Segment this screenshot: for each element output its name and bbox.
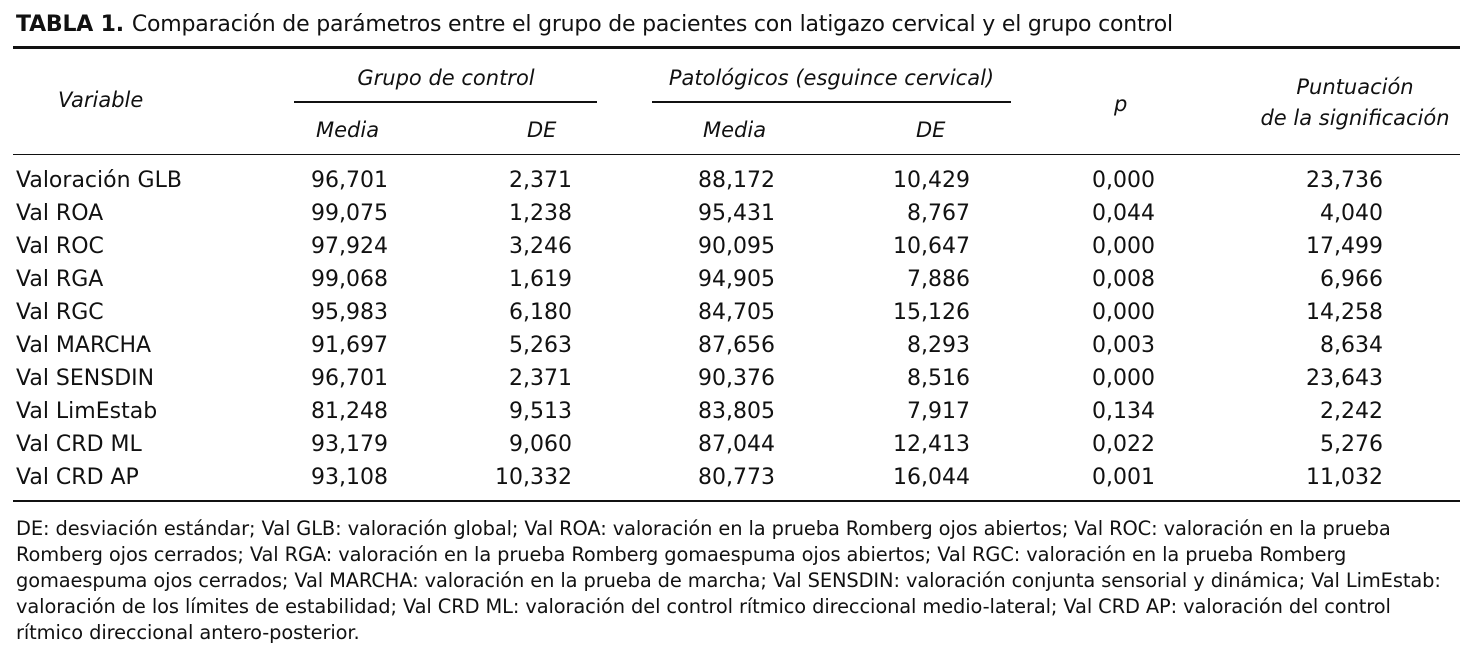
table-row	[0, 267, 1472, 300]
header-pat-de: DE	[916, 118, 946, 142]
cell-variable: Val ROA	[16, 201, 104, 226]
cell-variable: Valoración GLB	[16, 168, 182, 193]
cell-score: 14,258	[1306, 300, 1383, 325]
header-significance-line1: Puntuación	[1296, 75, 1414, 99]
cell-pat-media: 95,431	[698, 201, 775, 226]
cell-pat-media: 90,095	[698, 234, 775, 259]
cell-control-media: 93,108	[311, 465, 388, 490]
cell-control-de: 2,371	[509, 168, 572, 193]
cell-control-de: 10,332	[495, 465, 572, 490]
cell-control-de: 9,060	[509, 432, 572, 457]
cell-p: 0,000	[1092, 234, 1155, 259]
header-control-de: DE	[527, 118, 557, 142]
cell-p: 0,134	[1092, 399, 1155, 424]
header-group-pathological: Patológicos (esguince cervical)	[668, 66, 995, 90]
cell-pat-de: 15,126	[893, 300, 970, 325]
cell-variable: Val RGA	[16, 267, 104, 292]
header-significance	[1255, 72, 1455, 134]
cell-control-de: 1,619	[509, 267, 572, 292]
cell-control-de: 5,263	[509, 333, 572, 358]
cell-score: 6,966	[1320, 267, 1383, 292]
cell-score: 5,276	[1320, 432, 1383, 457]
cell-p: 0,044	[1092, 201, 1155, 226]
cell-score: 11,032	[1306, 465, 1383, 490]
cell-p: 0,008	[1092, 267, 1155, 292]
cell-control-media: 96,701	[311, 366, 388, 391]
table-row	[0, 465, 1472, 498]
cell-p: 0,003	[1092, 333, 1155, 358]
table-label: TABLA 1.	[16, 12, 124, 37]
cell-score: 17,499	[1306, 234, 1383, 259]
cell-pat-media: 84,705	[698, 300, 775, 325]
top-rule	[13, 46, 1460, 49]
cell-pat-de: 10,429	[893, 168, 970, 193]
cell-control-media: 95,983	[311, 300, 388, 325]
cell-pat-de: 7,917	[907, 399, 970, 424]
cell-p: 0,000	[1092, 168, 1155, 193]
cell-control-media: 93,179	[311, 432, 388, 457]
cell-control-de: 9,513	[509, 399, 572, 424]
cell-variable: Val CRD AP	[16, 465, 139, 490]
header-control-media: Media	[316, 118, 380, 142]
table-footnote: DE: desviación estándar; Val GLB: valoración global; Val ROA: valoración en la prueba Romberg ojos abiertos; Val ROC: valoración en la prueba Romberg ojos cerrados; Val RGA: valoración en la prueba Romberg gomaespuma ojos abiertos; Val RGC: valoración en la prueba Romberg gomaespuma ojos cerrados; Val MARCHA: valoración en la prueba de marcha; Val SENSDIN: valoración conjunta sensorial y dinámica; Val LimEstab: valoración de los límites de estabilidad; Val CRD ML: valoración del control rítmico direccional medio-lateral; Val CRD AP: valoración del control rítmico direccional antero-posterior.	[16, 517, 1441, 644]
cell-p: 0,022	[1092, 432, 1155, 457]
cell-pat-de: 8,767	[907, 201, 970, 226]
cell-p: 0,000	[1092, 300, 1155, 325]
cell-variable: Val RGC	[16, 300, 104, 325]
cell-pat-de: 12,413	[893, 432, 970, 457]
group-control-underline	[294, 101, 597, 103]
header-significance-line2: de la significación	[1260, 106, 1450, 130]
cell-control-media: 99,075	[311, 201, 388, 226]
cell-variable: Val ROC	[16, 234, 104, 259]
table-row	[0, 300, 1472, 333]
header-variable: Variable	[58, 88, 144, 112]
cell-pat-media: 87,044	[698, 432, 775, 457]
table-row	[0, 333, 1472, 366]
cell-control-media: 96,701	[311, 168, 388, 193]
cell-pat-de: 10,647	[893, 234, 970, 259]
cell-control-de: 6,180	[509, 300, 572, 325]
header-pat-media: Media	[703, 118, 767, 142]
cell-score: 2,242	[1320, 399, 1383, 424]
table-row	[0, 168, 1472, 201]
cell-pat-media: 94,905	[698, 267, 775, 292]
cell-pat-media: 88,172	[698, 168, 775, 193]
cell-control-media: 81,248	[311, 399, 388, 424]
header-rule	[13, 154, 1460, 155]
cell-variable: Val CRD ML	[16, 432, 142, 457]
cell-variable: Val MARCHA	[16, 333, 152, 358]
table-row	[0, 201, 1472, 234]
cell-control-media: 97,924	[311, 234, 388, 259]
table-row	[0, 432, 1472, 465]
cell-pat-de: 8,293	[907, 333, 970, 358]
header-group-control: Grupo de control	[357, 66, 535, 90]
table-caption	[16, 12, 1173, 37]
cell-score: 8,634	[1320, 333, 1383, 358]
table-row	[0, 234, 1472, 267]
cell-score: 23,643	[1306, 366, 1383, 391]
cell-score: 4,040	[1320, 201, 1383, 226]
cell-variable: Val LimEstab	[16, 399, 158, 424]
table-caption-text: Comparación de parámetros entre el grupo de pacientes con latigazo cervical y el grupo control	[131, 12, 1173, 37]
cell-pat-de: 7,886	[907, 267, 970, 292]
table-row	[0, 366, 1472, 399]
cell-pat-de: 8,516	[907, 366, 970, 391]
cell-variable: Val SENSDIN	[16, 366, 155, 391]
cell-score: 23,736	[1306, 168, 1383, 193]
cell-pat-media: 80,773	[698, 465, 775, 490]
cell-control-de: 3,246	[509, 234, 572, 259]
cell-control-de: 2,371	[509, 366, 572, 391]
cell-pat-media: 83,805	[698, 399, 775, 424]
header-p: p	[1114, 92, 1128, 116]
cell-p: 0,000	[1092, 366, 1155, 391]
cell-control-media: 91,697	[311, 333, 388, 358]
cell-pat-media: 87,656	[698, 333, 775, 358]
cell-control-media: 99,068	[311, 267, 388, 292]
cell-pat-de: 16,044	[893, 465, 970, 490]
group-pathological-underline	[652, 101, 1011, 103]
cell-control-de: 1,238	[509, 201, 572, 226]
cell-p: 0,001	[1092, 465, 1155, 490]
bottom-rule	[13, 500, 1460, 502]
cell-pat-media: 90,376	[698, 366, 775, 391]
table-row	[0, 399, 1472, 432]
